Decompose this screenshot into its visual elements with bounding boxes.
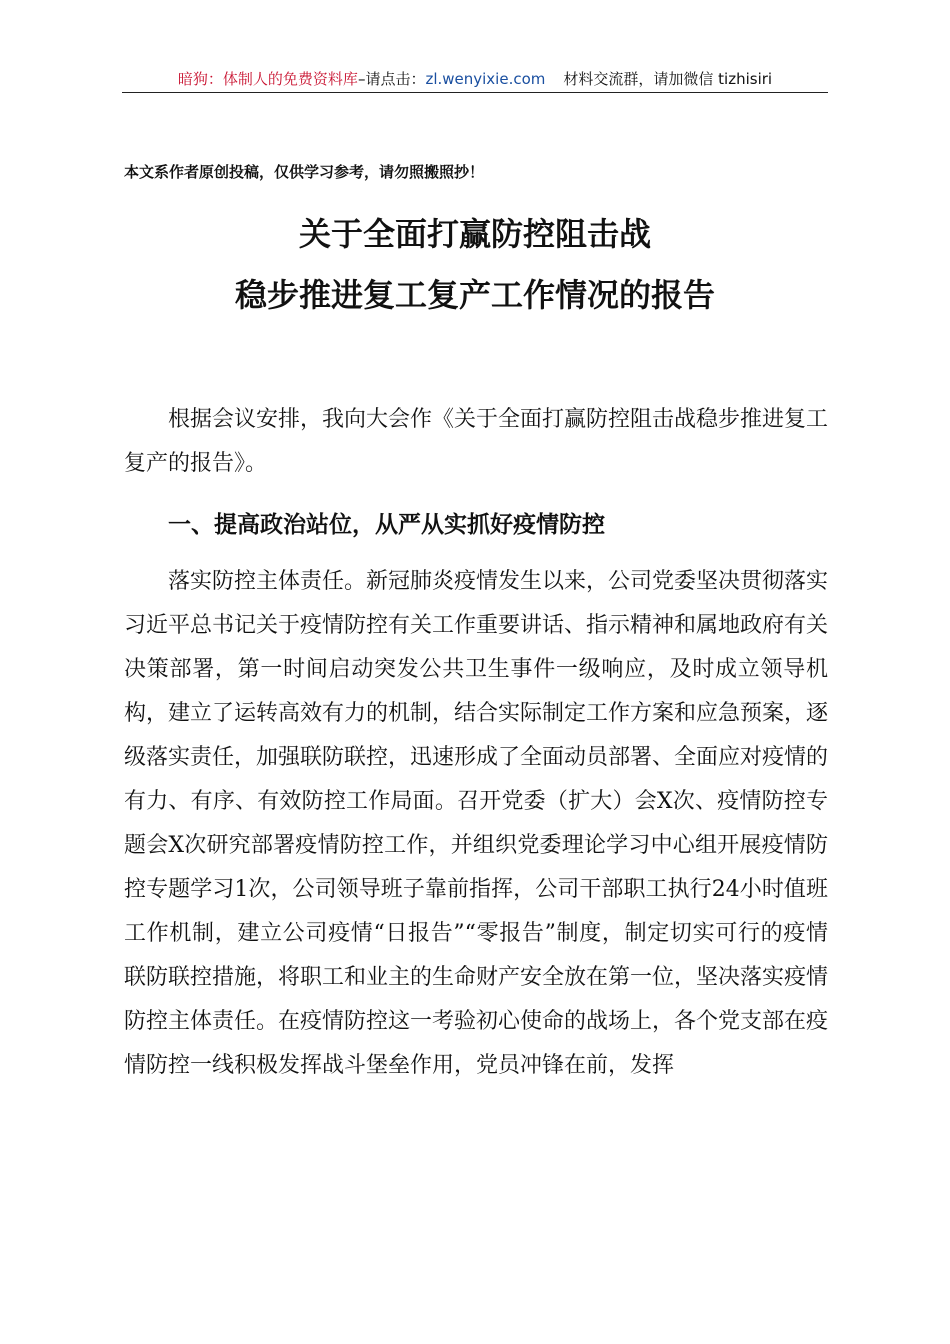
document-title-line-1: 关于全面打赢防控阻击战 — [298, 215, 651, 253]
header-group-note: 材料交流群，请加微信 tizhisiri — [563, 70, 773, 88]
intro-paragraph: 根据会议安排，我向大会作《关于全面打赢防控阻击战稳步推进复工复产的报告》。 — [124, 407, 829, 476]
section-1-heading: 一、提高政治站位，从严从实抓好疫情防控 — [168, 512, 605, 538]
document-title-line-2: 稳步推进复工复产工作情况的报告 — [234, 276, 715, 314]
header-click-prompt: –请点击： — [357, 70, 426, 88]
section-1-paragraph: 落实防控主体责任。新冠肺炎疫情发生以来，公司党委坚决贯彻落实习近平总书记关于疫情防控有关工作重要讲话、指示精神和属地政府有关决策部署，第一时间启动突发公共卫生事件一级响应，及时成立领导机构，建立了运转高效有力的机制，结合实际制定工作方案和应急预案，逐级落实责任，加强联防联控，迅速形成了全面动员部署、全面应对疫情的有力、有序、有效防控工作局面。召开党委（扩大）会X次、疫情防控专题会X次研究部署疫情防控工作，并组织党委理论学习中心组开展疫情防控专题学习1次，公司领导班子靠前指挥，公司干部职工执行24小时值班工作机制，建立公司疫情“日报告”“零报告”制度，制定切实可行的疫情联防联控措施，将职工和业主的生命财产安全放在第一位，坚决落实疫情防控主体责任。在疫情防控这一考验初心使命的战场上，各个党支部在疫情防控一线积极发挥战斗堡垒作用，党员冲锋在前，发挥 — [124, 569, 828, 1078]
page-header — [122, 66, 828, 93]
header-url-link[interactable]: zl.wenyixie.com — [425, 70, 546, 88]
header-brand: 暗狗：体制人的免费资料库 — [177, 70, 358, 88]
copyright-notice: 本文系作者原创投稿，仅供学习参考，请勿照搬照抄！ — [124, 163, 485, 181]
